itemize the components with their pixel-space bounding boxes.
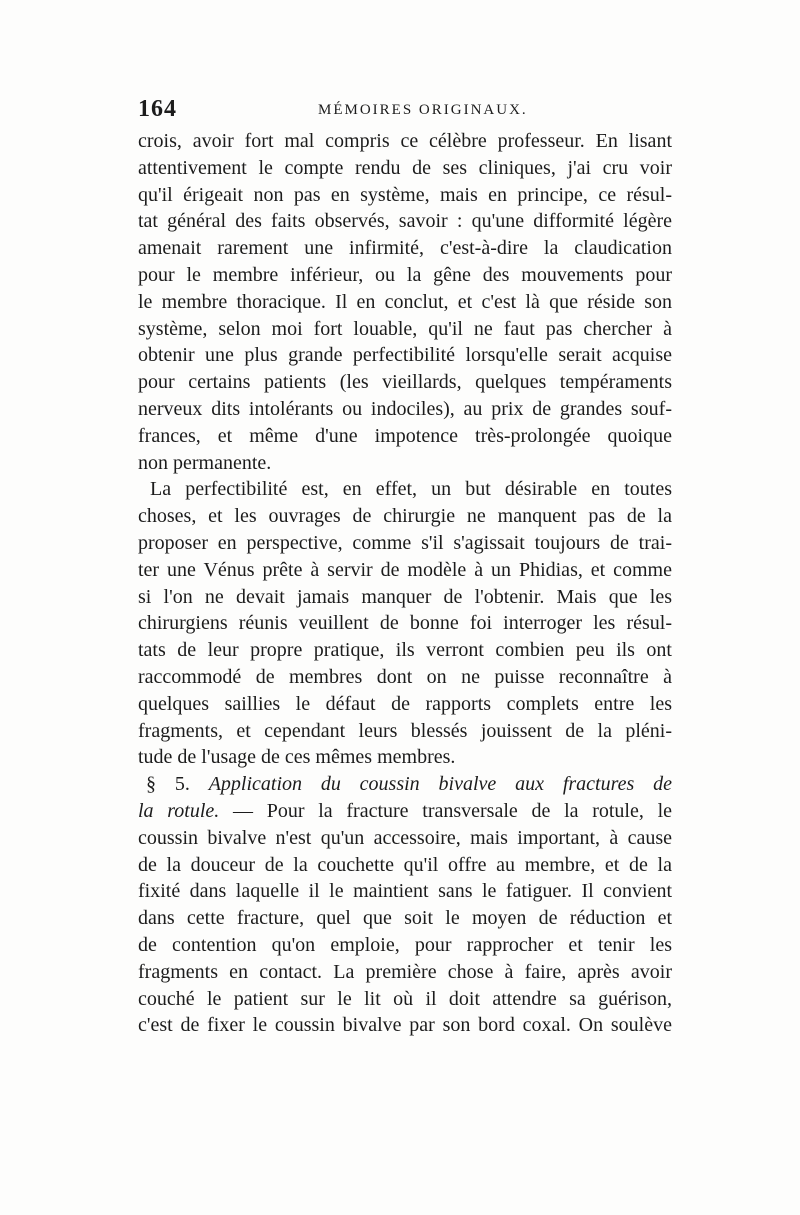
section-mark: § 5.: [146, 773, 190, 796]
text-line: fixité dans laquelle il le maintient sans le fatiguer. Il convient: [138, 880, 672, 903]
text-line: amenait rarement une infirmité, c'est-à-dire la claudication: [138, 237, 672, 260]
body-text: [138, 128, 672, 1039]
text-line: pour le membre inférieur, ou la gêne des mouvements pour: [138, 263, 672, 286]
text-line: attentivement le compte rendu de ses cliniques, j'ai cru voir: [138, 156, 672, 179]
section-heading: Application du coussin bivalve aux fractures de: [208, 773, 673, 796]
text-line: tats de leur propre pratique, ils verront combien peu ils ont: [138, 639, 672, 662]
text-line: couché le patient sur le lit où il doit attendre sa guérison,: [138, 987, 672, 1010]
running-title: MÉMOIRES ORIGINAUX.: [318, 102, 528, 118]
text-line: qu'il érigeait non pas en système, mais en principe, ce résul-: [138, 183, 672, 206]
paragraph: [138, 476, 672, 771]
text-line: pour certains patients (les vieillards, quelques tempéraments: [138, 371, 672, 394]
text-line: tude de l'usage de ces mêmes membres.: [138, 746, 456, 769]
text-line: crois, avoir fort mal compris ce célèbre professeur. En lisant: [138, 130, 672, 152]
text-line: dans cette fracture, quel que soit le moyen de réduction et: [138, 907, 672, 930]
text-line: si l'on ne devait jamais manquer de l'obtenir. Mais que les: [138, 585, 672, 608]
text-line: non permanente.: [138, 451, 272, 474]
text-line: frances, et même d'une impotence très-prolongée quoique: [138, 424, 672, 447]
text-line: tat général des faits observés, savoir : qu'une difformité légère: [138, 210, 672, 233]
text-line: raccommodé de membres dont on ne puisse reconnaître à: [138, 665, 672, 688]
section-text: — Pour la fracture transversale de la rotule, le: [233, 799, 673, 822]
text-line: système, selon moi fort louable, qu'il ne faut pas chercher à: [138, 317, 672, 340]
text-line: le membre thoracique. Il en conclut, et c'est là que réside son: [138, 290, 672, 313]
paragraph: [138, 128, 672, 476]
section-heading-continued: la rotule.: [138, 799, 220, 822]
running-head: [138, 96, 672, 126]
text-line: chirurgiens réunis veuillent de bonne foi interroger les résul-: [138, 612, 672, 635]
text-line: nerveux dits intolérants ou indociles), au prix de grandes souf-: [138, 397, 672, 420]
text-line: La perfectibilité est, en effet, un but désirable en toutes: [150, 478, 672, 501]
section-heading-line: [138, 771, 672, 798]
text-line: [138, 798, 672, 825]
text-line: fragments en contact. La première chose à faire, après avoir: [138, 960, 672, 983]
text-line: choses, et les ouvrages de chirurgie ne manquent pas de la: [138, 505, 672, 528]
text-line: obtenir une plus grande perfectibilité lorsqu'elle serait acquise: [138, 344, 672, 367]
text-line: quelques saillies le défaut de rapports complets entre les: [138, 692, 672, 715]
section-paragraph: [138, 771, 672, 1039]
text-line: c'est de fixer le coussin bivalve par son bord coxal. On soulève: [138, 1014, 672, 1037]
page-number: 164: [138, 96, 177, 122]
text-line: ter une Vénus prête à servir de modèle à un Phidias, et comme: [138, 558, 672, 581]
text-line: de contention qu'on emploie, pour rapprocher et tenir les: [138, 933, 672, 956]
text-line: proposer en perspective, comme s'il s'agissait toujours de trai-: [138, 531, 672, 554]
text-line: coussin bivalve n'est qu'un accessoire, mais important, à cause: [138, 826, 672, 849]
text-line: fragments, et cependant leurs blessés jouissent de la pléni-: [138, 719, 672, 742]
text-line: de la douceur de la couchette qu'il offre au membre, et de la: [138, 853, 672, 876]
